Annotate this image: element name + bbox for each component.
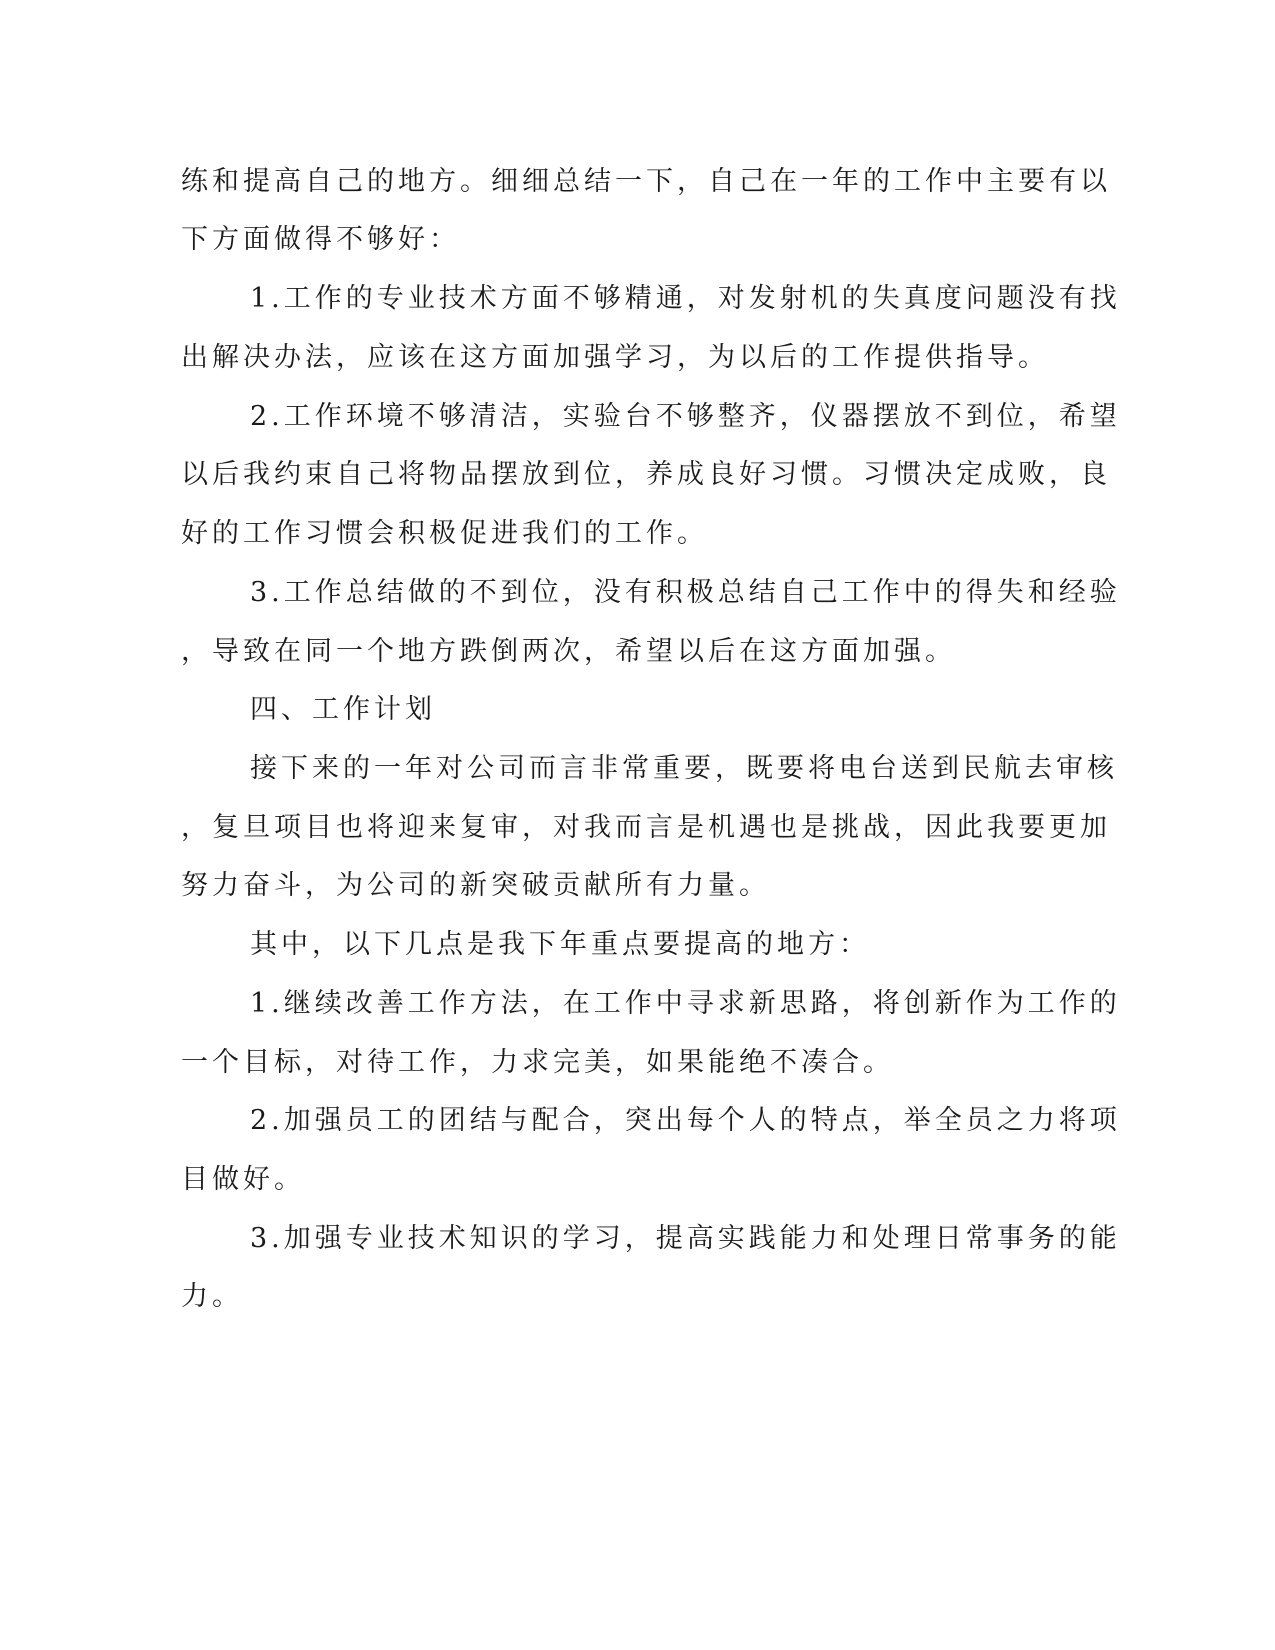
list-item-line: ，导致在同一个地方跌倒两次，希望以后在这方面加强。 bbox=[181, 636, 956, 667]
list-item-line: 1.工作的专业技术方面不够精通，对发射机的失真度问题没有找 bbox=[250, 283, 1121, 314]
paragraph-line: 其中，以下几点是我下年重点要提高的地方： bbox=[250, 929, 870, 960]
list-item-line: 目做好。 bbox=[181, 1164, 305, 1195]
paragraph-line-continuation: 下方面做得不够好： bbox=[181, 224, 460, 255]
section-heading: 四、工作计划 bbox=[250, 694, 436, 725]
list-item-line: 2.加强员工的团结与配合，突出每个人的特点，举全员之力将项 bbox=[250, 1105, 1121, 1136]
list-item-line: 3.工作总结做的不到位，没有积极总结自己工作中的得失和经验 bbox=[250, 577, 1121, 608]
list-item-line: 以后我约束自己将物品摆放到位，养成良好习惯。习惯决定成败，良 bbox=[181, 459, 1111, 490]
paragraph-line: 努力奋斗，为公司的新突破贡献所有力量。 bbox=[181, 870, 770, 901]
list-item-line: 一个目标，对待工作，力求完美，如果能绝不凑合。 bbox=[181, 1047, 894, 1078]
paragraph-line-continuation: 练和提高自己的地方。细细总结一下，自己在一年的工作中主要有以 bbox=[181, 166, 1111, 197]
paragraph-line: 接下来的一年对公司而言非常重要，既要将电台送到民航去审核 bbox=[250, 753, 1118, 784]
list-item-line: 2.工作环境不够清洁，实验台不够整齐，仪器摆放不到位，希望 bbox=[250, 401, 1121, 432]
list-item-line: 好的工作习惯会积极促进我们的工作。 bbox=[181, 518, 708, 549]
list-item-line: 3.加强专业技术知识的学习，提高实践能力和处理日常事务的能 bbox=[250, 1223, 1121, 1254]
paragraph-line: ，复旦项目也将迎来复审，对我而言是机遇也是挑战，因此我要更加 bbox=[181, 812, 1111, 843]
list-item-line: 出解决办法，应该在这方面加强学习，为以后的工作提供指导。 bbox=[181, 342, 1049, 373]
list-item-line: 力。 bbox=[181, 1281, 243, 1312]
list-item-line: 1.继续改善工作方法，在工作中寻求新思路，将创新作为工作的 bbox=[250, 988, 1121, 1019]
